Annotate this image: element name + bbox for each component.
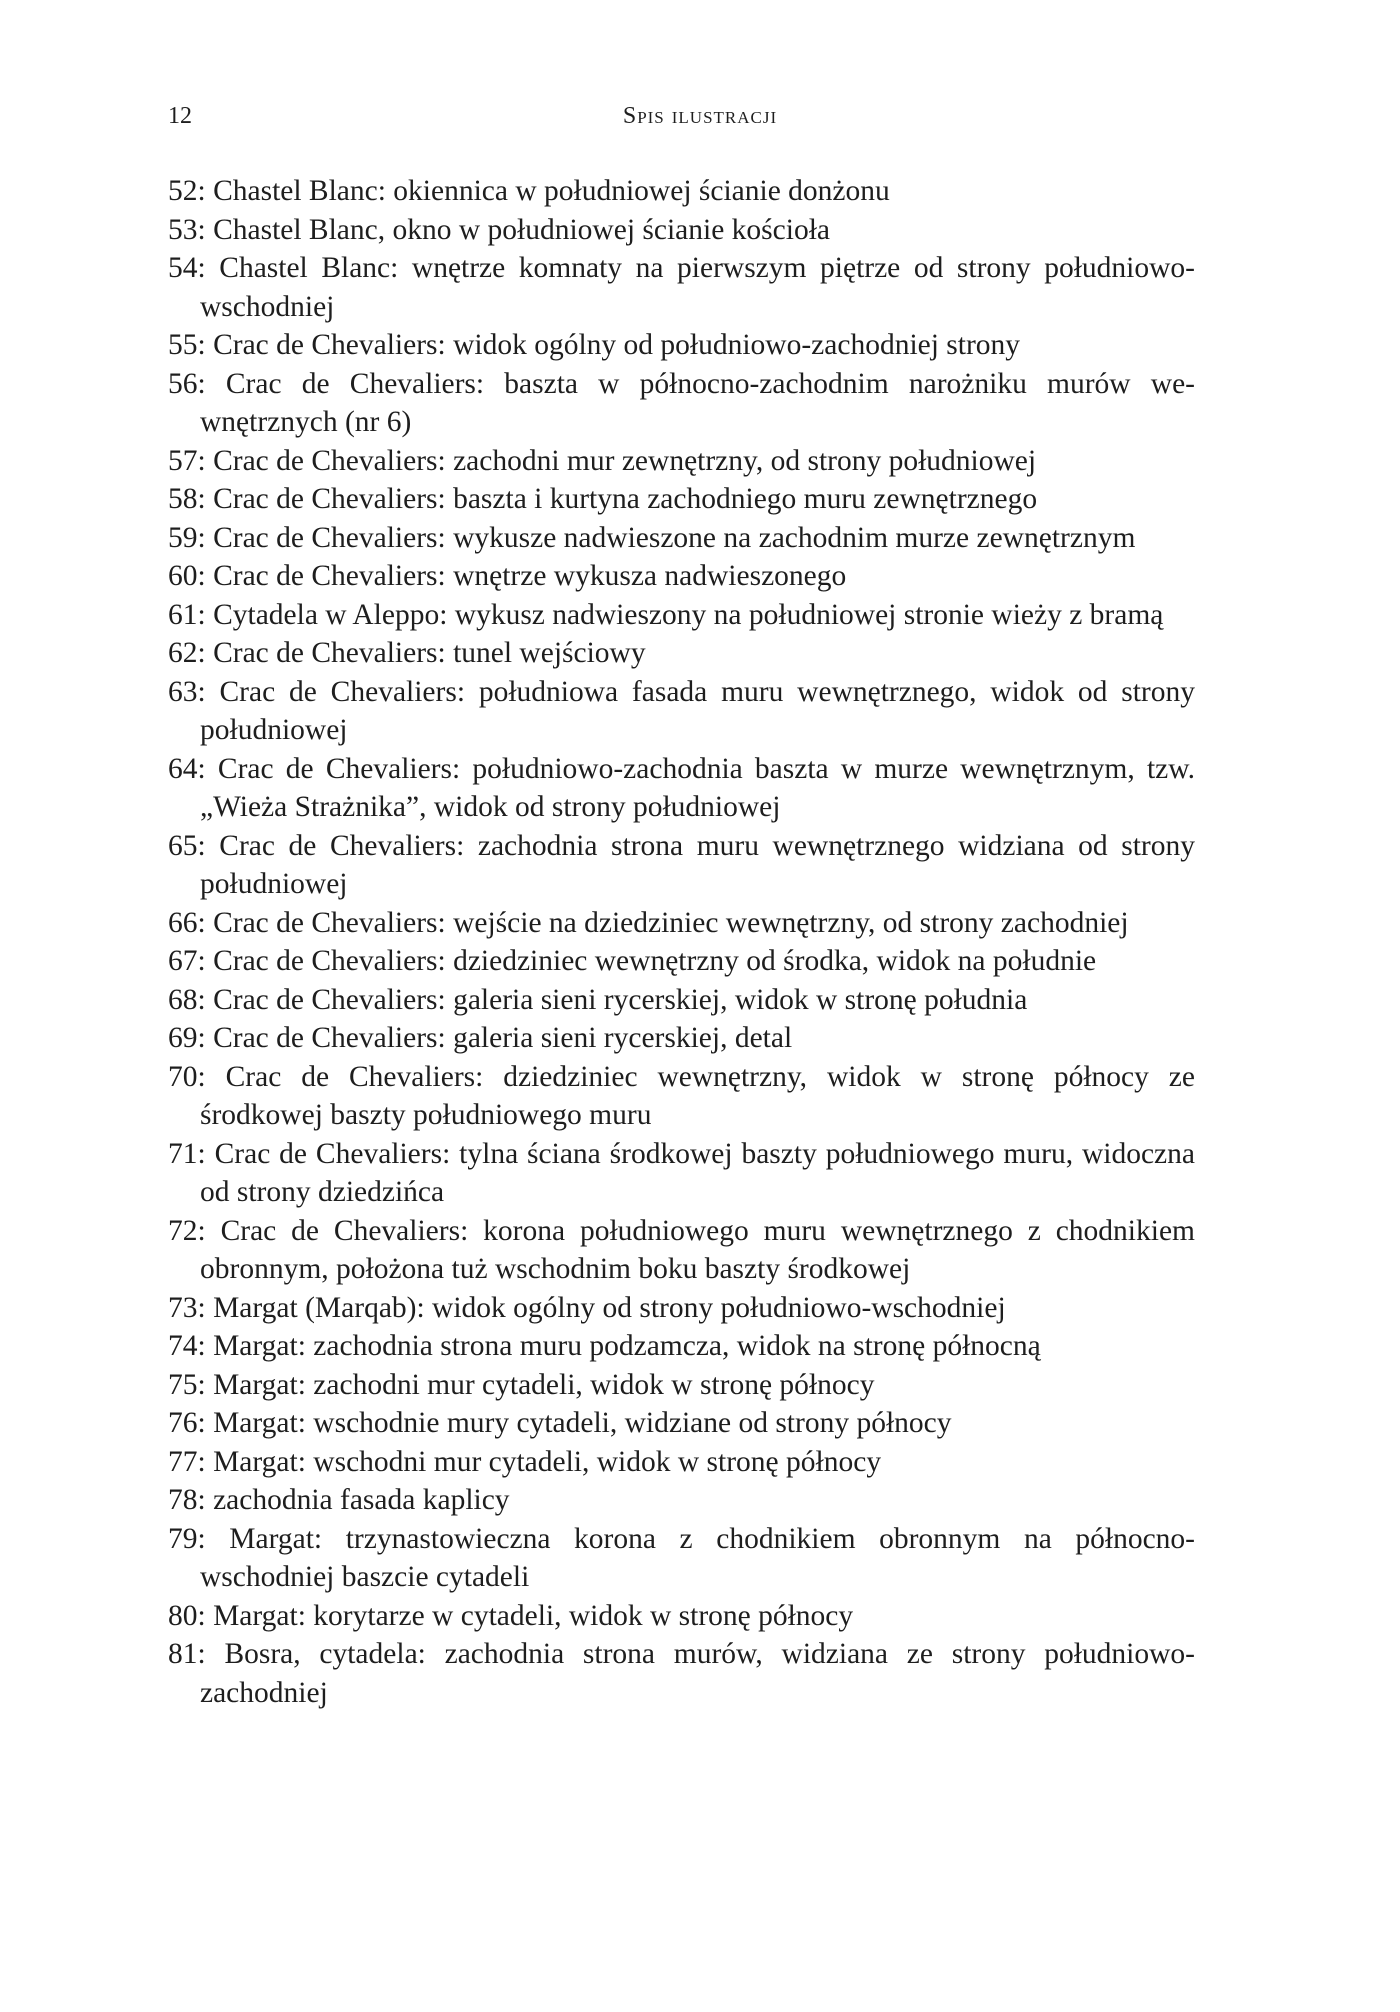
list-item: 65: Crac de Chevaliers: zachodnia strona muru wewnętrznego widziana od strony południowej [168,829,1195,900]
list-item: 52: Chastel Blanc: okiennica w południowej ścianie donżonu [168,175,890,207]
list-item: 66: Crac de Chevaliers: wejście na dziedziniec wewnętrzny, od strony zachodniej [168,906,1129,939]
list-item: 74: Margat: zachodnia strona muru podzamcza, widok na stronę północną [168,1330,1041,1362]
list-item: 54: Chastel Blanc: wnętrze komnaty na pierwszym piętrze od strony południowo-wschodniej [168,252,1195,323]
list-item: 70: Crac de Chevaliers: dziedziniec wewnętrzny, widok w stronę północy ze środkowej baszty południowego muru [168,1060,1195,1131]
list-item: 75: Margat: zachodni mur cytadeli, widok w stronę północy [168,1368,875,1401]
list-item: 63: Crac de Chevaliers: południowa fasada muru wewnętrznego, widok od strony południowej [168,675,1195,746]
list-item: 68: Crac de Chevaliers: galeria sieni rycerskiej, widok w stronę południa [168,983,1028,1016]
list-item: 72: Crac de Chevaliers: korona południowego muru wewnętrznego z chodnikiem obronnym, położona tuż wschodnim boku baszty środkowej [168,1214,1195,1285]
list-item: 81: Bosra, cytadela: zachodnia strona murów, widziana ze strony południowo-zachodniej [168,1638,1195,1709]
list-item: 59: Crac de Chevaliers: wykusze nadwieszone na zachodnim murze zewnętrznym [168,521,1136,554]
list-item: 69: Crac de Chevaliers: galeria sieni rycerskiej, detal [168,1022,793,1054]
list-item: 67: Crac de Chevaliers: dziedziniec wewnętrzny od środka, widok na południe [168,945,1097,977]
list-item: 76: Margat: wschodnie mury cytadeli, widziane od strony północy [168,1407,952,1439]
list-item: 56: Crac de Chevaliers: baszta w północno-zachodnim narożniku murów wewnętrznych (nr 6) [168,367,1195,438]
list-item: 60: Crac de Chevaliers: wnętrze wykusza nadwieszonego [168,560,847,592]
list-item: 78: zachodnia fasada kaplicy [168,1484,510,1516]
list-item: 73: Margat (Marqab): widok ogólny od strony południowo-wschodniej [168,1291,1006,1324]
illustration-list [168,172,1195,1712]
list-item: 57: Crac de Chevaliers: zachodni mur zewnętrzny, od strony południowej [168,444,1037,477]
list-item: 80: Margat: korytarze w cytadeli, widok w stronę północy [168,1599,854,1632]
list-item: 62: Crac de Chevaliers: tunel wejściowy [168,637,646,669]
list-item: 71: Crac de Chevaliers: tylna ściana środkowej baszty południowego muru, widoczna od strony dziedzińca [168,1137,1195,1208]
list-item: 58: Crac de Chevaliers: baszta i kurtyna zachodniego muru zewnętrznego [168,483,1038,515]
running-head: Spis ilustracji [622,103,778,129]
list-item: 55: Crac de Chevaliers: widok ogólny od południowo-zachodniej strony [168,329,1021,361]
list-item: 53: Chastel Blanc, okno w południowej ścianie kościoła [168,213,830,246]
list-item: 77: Margat: wschodni mur cytadeli, widok w stronę północy [168,1445,882,1478]
page-number: 12 [168,103,192,129]
list-item: 79: Margat: trzynastowieczna korona z chodnikiem obronnym na północno-wschodniej baszcie cytadeli [168,1522,1195,1593]
list-item: 61: Cytadela w Aleppo: wykusz nadwieszony na południowej stronie wieży z bramą [168,598,1164,631]
list-item: 64: Crac de Chevaliers: południowo-zachodnia baszta w murze wewnętrznym, tzw. „Wieża Strażnika”, widok od strony południowej [168,752,1195,823]
